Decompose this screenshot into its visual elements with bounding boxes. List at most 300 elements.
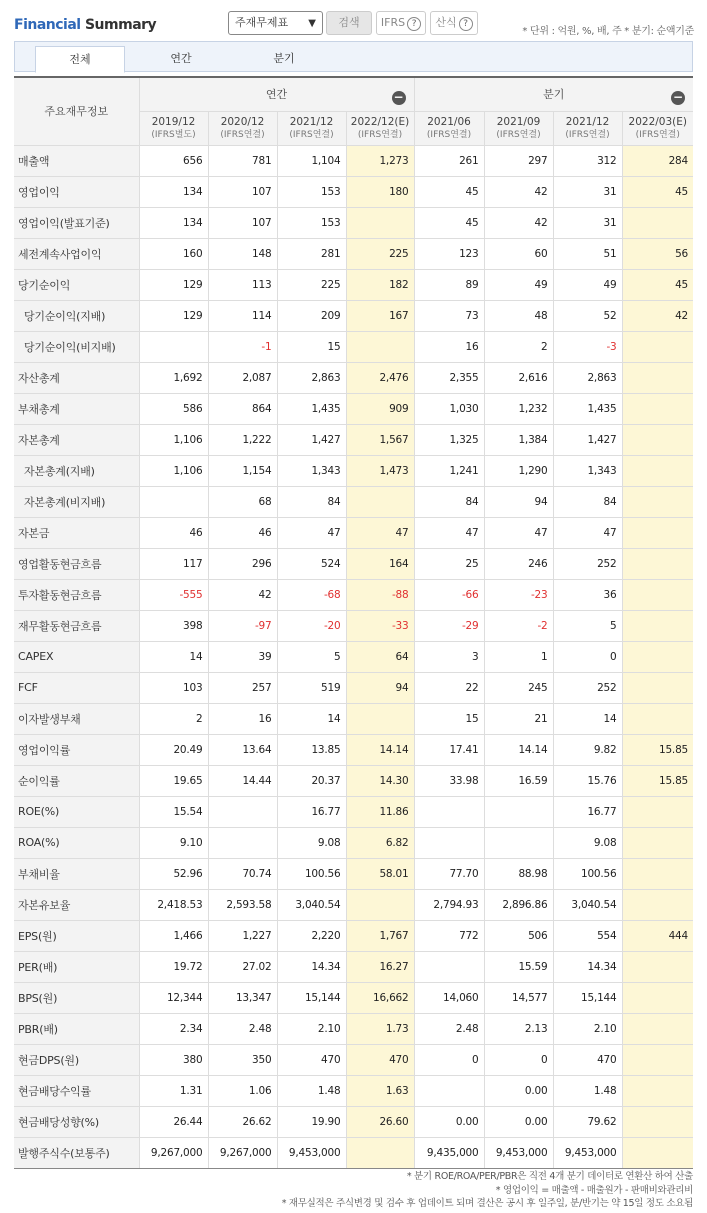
table-cell: 27.02 bbox=[208, 951, 277, 982]
table-cell bbox=[622, 1106, 693, 1137]
table-cell: 2,087 bbox=[208, 362, 277, 393]
table-cell: 20.37 bbox=[277, 765, 346, 796]
table-cell bbox=[622, 889, 693, 920]
table-cell: 9,453,000 bbox=[277, 1137, 346, 1168]
table-cell: 31 bbox=[553, 176, 622, 207]
footnotes bbox=[282, 1170, 693, 1211]
chevron-down-icon: ▼ bbox=[308, 18, 316, 29]
table-cell: 13.64 bbox=[208, 734, 277, 765]
table-cell: 19.90 bbox=[277, 1106, 346, 1137]
table-cell: 113 bbox=[208, 269, 277, 300]
table-cell: -68 bbox=[277, 579, 346, 610]
table-cell: 1,241 bbox=[414, 455, 484, 486]
table-cell: 14.44 bbox=[208, 765, 277, 796]
row-label: 매출액 bbox=[14, 145, 139, 176]
table-cell: 45 bbox=[622, 269, 693, 300]
table-row bbox=[14, 1106, 693, 1137]
table-cell bbox=[139, 486, 208, 517]
table-cell: 94 bbox=[484, 486, 553, 517]
row-label: 당기순이익(비지배) bbox=[14, 331, 139, 362]
table-cell: -2 bbox=[484, 610, 553, 641]
table-row bbox=[14, 920, 693, 951]
period-header bbox=[622, 111, 693, 145]
table-cell bbox=[622, 1013, 693, 1044]
ifrs-help-button[interactable] bbox=[376, 11, 426, 35]
table-cell: -1 bbox=[208, 331, 277, 362]
table-row bbox=[14, 796, 693, 827]
table-cell: 6.82 bbox=[346, 827, 414, 858]
table-cell: 48 bbox=[484, 300, 553, 331]
table-cell bbox=[622, 207, 693, 238]
table-cell: 1,384 bbox=[484, 424, 553, 455]
table-cell bbox=[414, 827, 484, 858]
table-cell: 1,767 bbox=[346, 920, 414, 951]
table-cell: 9,435,000 bbox=[414, 1137, 484, 1168]
table-cell bbox=[346, 207, 414, 238]
table-cell bbox=[622, 858, 693, 889]
period-type: (IFRS연결) bbox=[565, 130, 610, 140]
table-cell: -66 bbox=[414, 579, 484, 610]
table-cell: 16 bbox=[208, 703, 277, 734]
table-row bbox=[14, 672, 693, 703]
table-cell bbox=[346, 331, 414, 362]
table-cell: 398 bbox=[139, 610, 208, 641]
title-part2: Summary bbox=[84, 17, 157, 33]
table-cell: 1.31 bbox=[139, 1075, 208, 1106]
row-label: 당기순이익 bbox=[14, 269, 139, 300]
table-cell: 148 bbox=[208, 238, 277, 269]
table-cell: 1,290 bbox=[484, 455, 553, 486]
table-cell: -33 bbox=[346, 610, 414, 641]
financial-summary-table bbox=[14, 76, 693, 1169]
table-cell: 46 bbox=[139, 517, 208, 548]
row-label: 자본총계(비지배) bbox=[14, 486, 139, 517]
table-row bbox=[14, 579, 693, 610]
table-cell: 15.59 bbox=[484, 951, 553, 982]
row-label: 세전계속사업이익 bbox=[14, 238, 139, 269]
table-cell: 123 bbox=[414, 238, 484, 269]
row-label: 현금배당성향(%) bbox=[14, 1106, 139, 1137]
table-cell: 1,435 bbox=[277, 393, 346, 424]
table-cell: 1.48 bbox=[553, 1075, 622, 1106]
table-cell: 15,144 bbox=[277, 982, 346, 1013]
ifrs-label: IFRS bbox=[380, 16, 406, 29]
table-row bbox=[14, 610, 693, 641]
table-cell bbox=[484, 827, 553, 858]
table-cell: 16.59 bbox=[484, 765, 553, 796]
table-cell: 0 bbox=[414, 1044, 484, 1075]
table-cell: 0.00 bbox=[414, 1106, 484, 1137]
table-cell: -20 bbox=[277, 610, 346, 641]
table-cell: 167 bbox=[346, 300, 414, 331]
table-cell bbox=[622, 579, 693, 610]
table-cell: 153 bbox=[277, 176, 346, 207]
table-cell: 16 bbox=[414, 331, 484, 362]
table-row bbox=[14, 1044, 693, 1075]
table-cell: 524 bbox=[277, 548, 346, 579]
table-cell: 16.77 bbox=[553, 796, 622, 827]
table-cell: 2.10 bbox=[277, 1013, 346, 1044]
table-cell bbox=[346, 1137, 414, 1168]
table-cell: 1.06 bbox=[208, 1075, 277, 1106]
table-cell: 312 bbox=[553, 145, 622, 176]
table-cell: 49 bbox=[484, 269, 553, 300]
unit-note: * 단위 : 억원, %, 배, 주 * 분기: 순액기준 bbox=[522, 26, 694, 37]
table-cell: 225 bbox=[277, 269, 346, 300]
table-cell: 225 bbox=[346, 238, 414, 269]
table-cell bbox=[622, 610, 693, 641]
annual-group-header bbox=[139, 77, 414, 111]
table-cell: 1,427 bbox=[277, 424, 346, 455]
table-cell: 164 bbox=[346, 548, 414, 579]
table-row bbox=[14, 486, 693, 517]
table-cell: 209 bbox=[277, 300, 346, 331]
table-cell bbox=[622, 641, 693, 672]
table-cell bbox=[622, 672, 693, 703]
table-cell: 13,347 bbox=[208, 982, 277, 1013]
formula-help-button[interactable] bbox=[430, 11, 478, 35]
table-cell: 14.30 bbox=[346, 765, 414, 796]
period-label: 2021/09 bbox=[496, 116, 541, 128]
row-label: PER(배) bbox=[14, 951, 139, 982]
table-row bbox=[14, 1013, 693, 1044]
table-cell: 182 bbox=[346, 269, 414, 300]
table-cell: 160 bbox=[139, 238, 208, 269]
table-cell: 25 bbox=[414, 548, 484, 579]
table-cell: 3,040.54 bbox=[553, 889, 622, 920]
period-header bbox=[553, 111, 622, 145]
question-icon: ? bbox=[459, 17, 473, 31]
table-cell: 2,220 bbox=[277, 920, 346, 951]
table-cell: -23 bbox=[484, 579, 553, 610]
table-cell bbox=[208, 827, 277, 858]
period-header bbox=[346, 111, 414, 145]
period-label: 2020/12 bbox=[220, 116, 265, 128]
table-cell bbox=[622, 1137, 693, 1168]
row-label: 부채비율 bbox=[14, 858, 139, 889]
table-cell: 14 bbox=[277, 703, 346, 734]
row-label: 자본금 bbox=[14, 517, 139, 548]
table-cell: 0 bbox=[553, 641, 622, 672]
table-cell: 134 bbox=[139, 207, 208, 238]
row-label: BPS(원) bbox=[14, 982, 139, 1013]
table-cell: 79.62 bbox=[553, 1106, 622, 1137]
quarter-group-header bbox=[414, 77, 693, 111]
table-cell: 864 bbox=[208, 393, 277, 424]
table-cell: 180 bbox=[346, 176, 414, 207]
table-row bbox=[14, 207, 693, 238]
table-cell: 39 bbox=[208, 641, 277, 672]
table-cell: 252 bbox=[553, 672, 622, 703]
table-cell: 554 bbox=[553, 920, 622, 951]
table-cell: 60 bbox=[484, 238, 553, 269]
table-cell: 656 bbox=[139, 145, 208, 176]
period-type: (IFRS연결) bbox=[426, 130, 472, 140]
table-cell: 2.48 bbox=[208, 1013, 277, 1044]
table-cell: 470 bbox=[346, 1044, 414, 1075]
row-label: 발행주식수(보통주) bbox=[14, 1137, 139, 1168]
tab-all[interactable]: 전체 bbox=[35, 46, 125, 73]
table-cell: 26.60 bbox=[346, 1106, 414, 1137]
table-cell: 21 bbox=[484, 703, 553, 734]
table-body bbox=[14, 145, 693, 1168]
table-cell: 16.77 bbox=[277, 796, 346, 827]
table-cell: 2,794.93 bbox=[414, 889, 484, 920]
row-label: 영업이익 bbox=[14, 176, 139, 207]
table-cell: 5 bbox=[277, 641, 346, 672]
table-row bbox=[14, 300, 693, 331]
table-cell: 42 bbox=[622, 300, 693, 331]
period-type: (IFRS연결) bbox=[220, 130, 265, 140]
table-row bbox=[14, 393, 693, 424]
table-cell: 1,106 bbox=[139, 424, 208, 455]
period-label: 2021/12 bbox=[565, 116, 610, 128]
table-cell: 129 bbox=[139, 269, 208, 300]
table-cell: 2.34 bbox=[139, 1013, 208, 1044]
table-cell: 1,692 bbox=[139, 362, 208, 393]
table-row bbox=[14, 641, 693, 672]
table-row bbox=[14, 455, 693, 486]
table-cell: 84 bbox=[553, 486, 622, 517]
table-cell: 0.00 bbox=[484, 1075, 553, 1106]
table-cell bbox=[622, 982, 693, 1013]
table-cell: 261 bbox=[414, 145, 484, 176]
table-cell: 2,863 bbox=[277, 362, 346, 393]
table-cell: 2,616 bbox=[484, 362, 553, 393]
table-cell: 586 bbox=[139, 393, 208, 424]
annual-group-label: 연간 bbox=[265, 88, 288, 102]
table-cell: 13.85 bbox=[277, 734, 346, 765]
footnote: * 분기 ROE/ROA/PER/PBR은 직전 4개 분기 데이터로 연환산 하여 산출 bbox=[406, 1171, 693, 1182]
table-cell: 772 bbox=[414, 920, 484, 951]
table-cell: 15.85 bbox=[622, 765, 693, 796]
table-cell: 70.74 bbox=[208, 858, 277, 889]
table-cell: 1.48 bbox=[277, 1075, 346, 1106]
table-cell: 94 bbox=[346, 672, 414, 703]
table-cell: 1,232 bbox=[484, 393, 553, 424]
table-cell: 19.65 bbox=[139, 765, 208, 796]
question-icon: ? bbox=[407, 17, 421, 31]
table-cell: 15 bbox=[277, 331, 346, 362]
table-row bbox=[14, 269, 693, 300]
table-cell: 1,343 bbox=[553, 455, 622, 486]
table-cell: 506 bbox=[484, 920, 553, 951]
table-cell: 42 bbox=[484, 176, 553, 207]
table-cell: 1,106 bbox=[139, 455, 208, 486]
table-row bbox=[14, 889, 693, 920]
table-cell bbox=[622, 393, 693, 424]
table-cell: 470 bbox=[553, 1044, 622, 1075]
table-row bbox=[14, 176, 693, 207]
table-row bbox=[14, 238, 693, 269]
table-cell: 107 bbox=[208, 176, 277, 207]
row-label: FCF bbox=[14, 672, 139, 703]
table-cell: 2 bbox=[139, 703, 208, 734]
period-label: 2022/03(E) bbox=[628, 116, 687, 128]
row-label: 당기순이익(지배) bbox=[14, 300, 139, 331]
table-cell bbox=[622, 424, 693, 455]
table-cell: 12,344 bbox=[139, 982, 208, 1013]
table-cell bbox=[346, 486, 414, 517]
table-cell: 17.41 bbox=[414, 734, 484, 765]
table-cell: 2,593.58 bbox=[208, 889, 277, 920]
table-cell: 9,267,000 bbox=[139, 1137, 208, 1168]
period-header bbox=[139, 111, 208, 145]
table-cell: 103 bbox=[139, 672, 208, 703]
table-cell: 2,896.86 bbox=[484, 889, 553, 920]
table-cell: 26.44 bbox=[139, 1106, 208, 1137]
period-type: (IFRS연결) bbox=[357, 130, 403, 140]
header bbox=[0, 0, 707, 40]
table-cell: 1,567 bbox=[346, 424, 414, 455]
collapse-quarter-icon[interactable]: − bbox=[673, 90, 684, 104]
table-cell: 245 bbox=[484, 672, 553, 703]
row-label: 현금DPS(원) bbox=[14, 1044, 139, 1075]
table-cell: 20.49 bbox=[139, 734, 208, 765]
table-cell bbox=[622, 1044, 693, 1075]
table-cell: -555 bbox=[139, 579, 208, 610]
table-row bbox=[14, 145, 693, 176]
table-cell: 56 bbox=[622, 238, 693, 269]
table-cell: 350 bbox=[208, 1044, 277, 1075]
row-label: 재무활동현금흐름 bbox=[14, 610, 139, 641]
collapse-annual-icon[interactable]: − bbox=[393, 90, 404, 104]
table-cell: 2.10 bbox=[553, 1013, 622, 1044]
table-cell: 1.73 bbox=[346, 1013, 414, 1044]
table-cell: 0.00 bbox=[484, 1106, 553, 1137]
table-cell: 14,577 bbox=[484, 982, 553, 1013]
table-cell: 26.62 bbox=[208, 1106, 277, 1137]
row-label: 투자활동현금흐름 bbox=[14, 579, 139, 610]
table-cell bbox=[622, 486, 693, 517]
period-tabs bbox=[14, 41, 693, 72]
table-cell bbox=[346, 889, 414, 920]
period-type: (IFRS연결) bbox=[496, 130, 541, 140]
table-cell: 14.34 bbox=[553, 951, 622, 982]
row-label: 영업이익률 bbox=[14, 734, 139, 765]
table-cell: 380 bbox=[139, 1044, 208, 1075]
table-cell: 781 bbox=[208, 145, 277, 176]
table-cell bbox=[414, 796, 484, 827]
table-cell: 88.98 bbox=[484, 858, 553, 889]
table-row bbox=[14, 703, 693, 734]
row-label: 현금배당수익률 bbox=[14, 1075, 139, 1106]
table-cell bbox=[622, 796, 693, 827]
table-cell: 9.08 bbox=[553, 827, 622, 858]
table-cell: 1,473 bbox=[346, 455, 414, 486]
table-row bbox=[14, 827, 693, 858]
table-cell: 89 bbox=[414, 269, 484, 300]
report-type-select[interactable] bbox=[228, 11, 323, 35]
table-cell: 15.54 bbox=[139, 796, 208, 827]
table-cell bbox=[622, 1075, 693, 1106]
table-cell: 107 bbox=[208, 207, 277, 238]
table-cell: 296 bbox=[208, 548, 277, 579]
table-cell: 45 bbox=[414, 176, 484, 207]
table-row bbox=[14, 424, 693, 455]
row-label: 영업이익(발표기준) bbox=[14, 207, 139, 238]
table-cell: 114 bbox=[208, 300, 277, 331]
quarter-group-label: 분기 bbox=[543, 88, 565, 102]
table-cell bbox=[622, 517, 693, 548]
row-label: CAPEX bbox=[14, 641, 139, 672]
table-cell: 5 bbox=[553, 610, 622, 641]
table-cell: 73 bbox=[414, 300, 484, 331]
table-cell: 1,273 bbox=[346, 145, 414, 176]
row-label: 자산총계 bbox=[14, 362, 139, 393]
table-cell: 257 bbox=[208, 672, 277, 703]
table-cell: 1,466 bbox=[139, 920, 208, 951]
table-row bbox=[14, 982, 693, 1013]
table-cell: 1,154 bbox=[208, 455, 277, 486]
table-cell: 14 bbox=[139, 641, 208, 672]
table-cell: 1,325 bbox=[414, 424, 484, 455]
table-cell: 9.82 bbox=[553, 734, 622, 765]
table-row bbox=[14, 548, 693, 579]
search-button[interactable]: 검색 bbox=[326, 11, 372, 35]
table-cell bbox=[414, 1075, 484, 1106]
table-cell: 1.63 bbox=[346, 1075, 414, 1106]
row-label: 자본총계 bbox=[14, 424, 139, 455]
table-cell bbox=[622, 951, 693, 982]
table-cell bbox=[622, 362, 693, 393]
table-cell: 1,427 bbox=[553, 424, 622, 455]
table-cell: 2,476 bbox=[346, 362, 414, 393]
table-cell bbox=[139, 331, 208, 362]
table-cell: 22 bbox=[414, 672, 484, 703]
table-cell: 45 bbox=[414, 207, 484, 238]
table-cell bbox=[622, 827, 693, 858]
row-label: ROA(%) bbox=[14, 827, 139, 858]
table-cell: 2,863 bbox=[553, 362, 622, 393]
table-cell: 297 bbox=[484, 145, 553, 176]
table-row bbox=[14, 362, 693, 393]
table-cell: 77.70 bbox=[414, 858, 484, 889]
table-cell: 909 bbox=[346, 393, 414, 424]
table-cell: 15.85 bbox=[622, 734, 693, 765]
table-cell: 1 bbox=[484, 641, 553, 672]
tab-annual[interactable]: 연간 bbox=[170, 52, 192, 65]
period-type: (IFRS연결) bbox=[635, 130, 680, 140]
table-cell: 15,144 bbox=[553, 982, 622, 1013]
footnote: * 영업이익 = 매출액 - 매출원가 - 판매비와관리비 bbox=[495, 1184, 693, 1196]
row-label: 순이익률 bbox=[14, 765, 139, 796]
table-cell: 129 bbox=[139, 300, 208, 331]
table-row bbox=[14, 951, 693, 982]
table-cell: 9.10 bbox=[139, 827, 208, 858]
row-label: 부채총계 bbox=[14, 393, 139, 424]
table-cell: 9.08 bbox=[277, 827, 346, 858]
table-row bbox=[14, 1075, 693, 1106]
table-cell: 52.96 bbox=[139, 858, 208, 889]
table-cell: 47 bbox=[553, 517, 622, 548]
tab-quarter[interactable]: 분기 bbox=[273, 52, 295, 65]
table-row bbox=[14, 331, 693, 362]
period-label: 2022/12(E) bbox=[350, 116, 410, 128]
table-cell bbox=[622, 455, 693, 486]
table-cell: 100.56 bbox=[553, 858, 622, 889]
table-cell: 51 bbox=[553, 238, 622, 269]
title-part1: Financial bbox=[14, 17, 81, 33]
table-cell: 36 bbox=[553, 579, 622, 610]
table-cell: 9,267,000 bbox=[208, 1137, 277, 1168]
table-cell: 252 bbox=[553, 548, 622, 579]
period-header bbox=[484, 111, 553, 145]
period-header bbox=[414, 111, 484, 145]
table-cell: 14.14 bbox=[484, 734, 553, 765]
table-cell: 49 bbox=[553, 269, 622, 300]
table-cell: 2,355 bbox=[414, 362, 484, 393]
